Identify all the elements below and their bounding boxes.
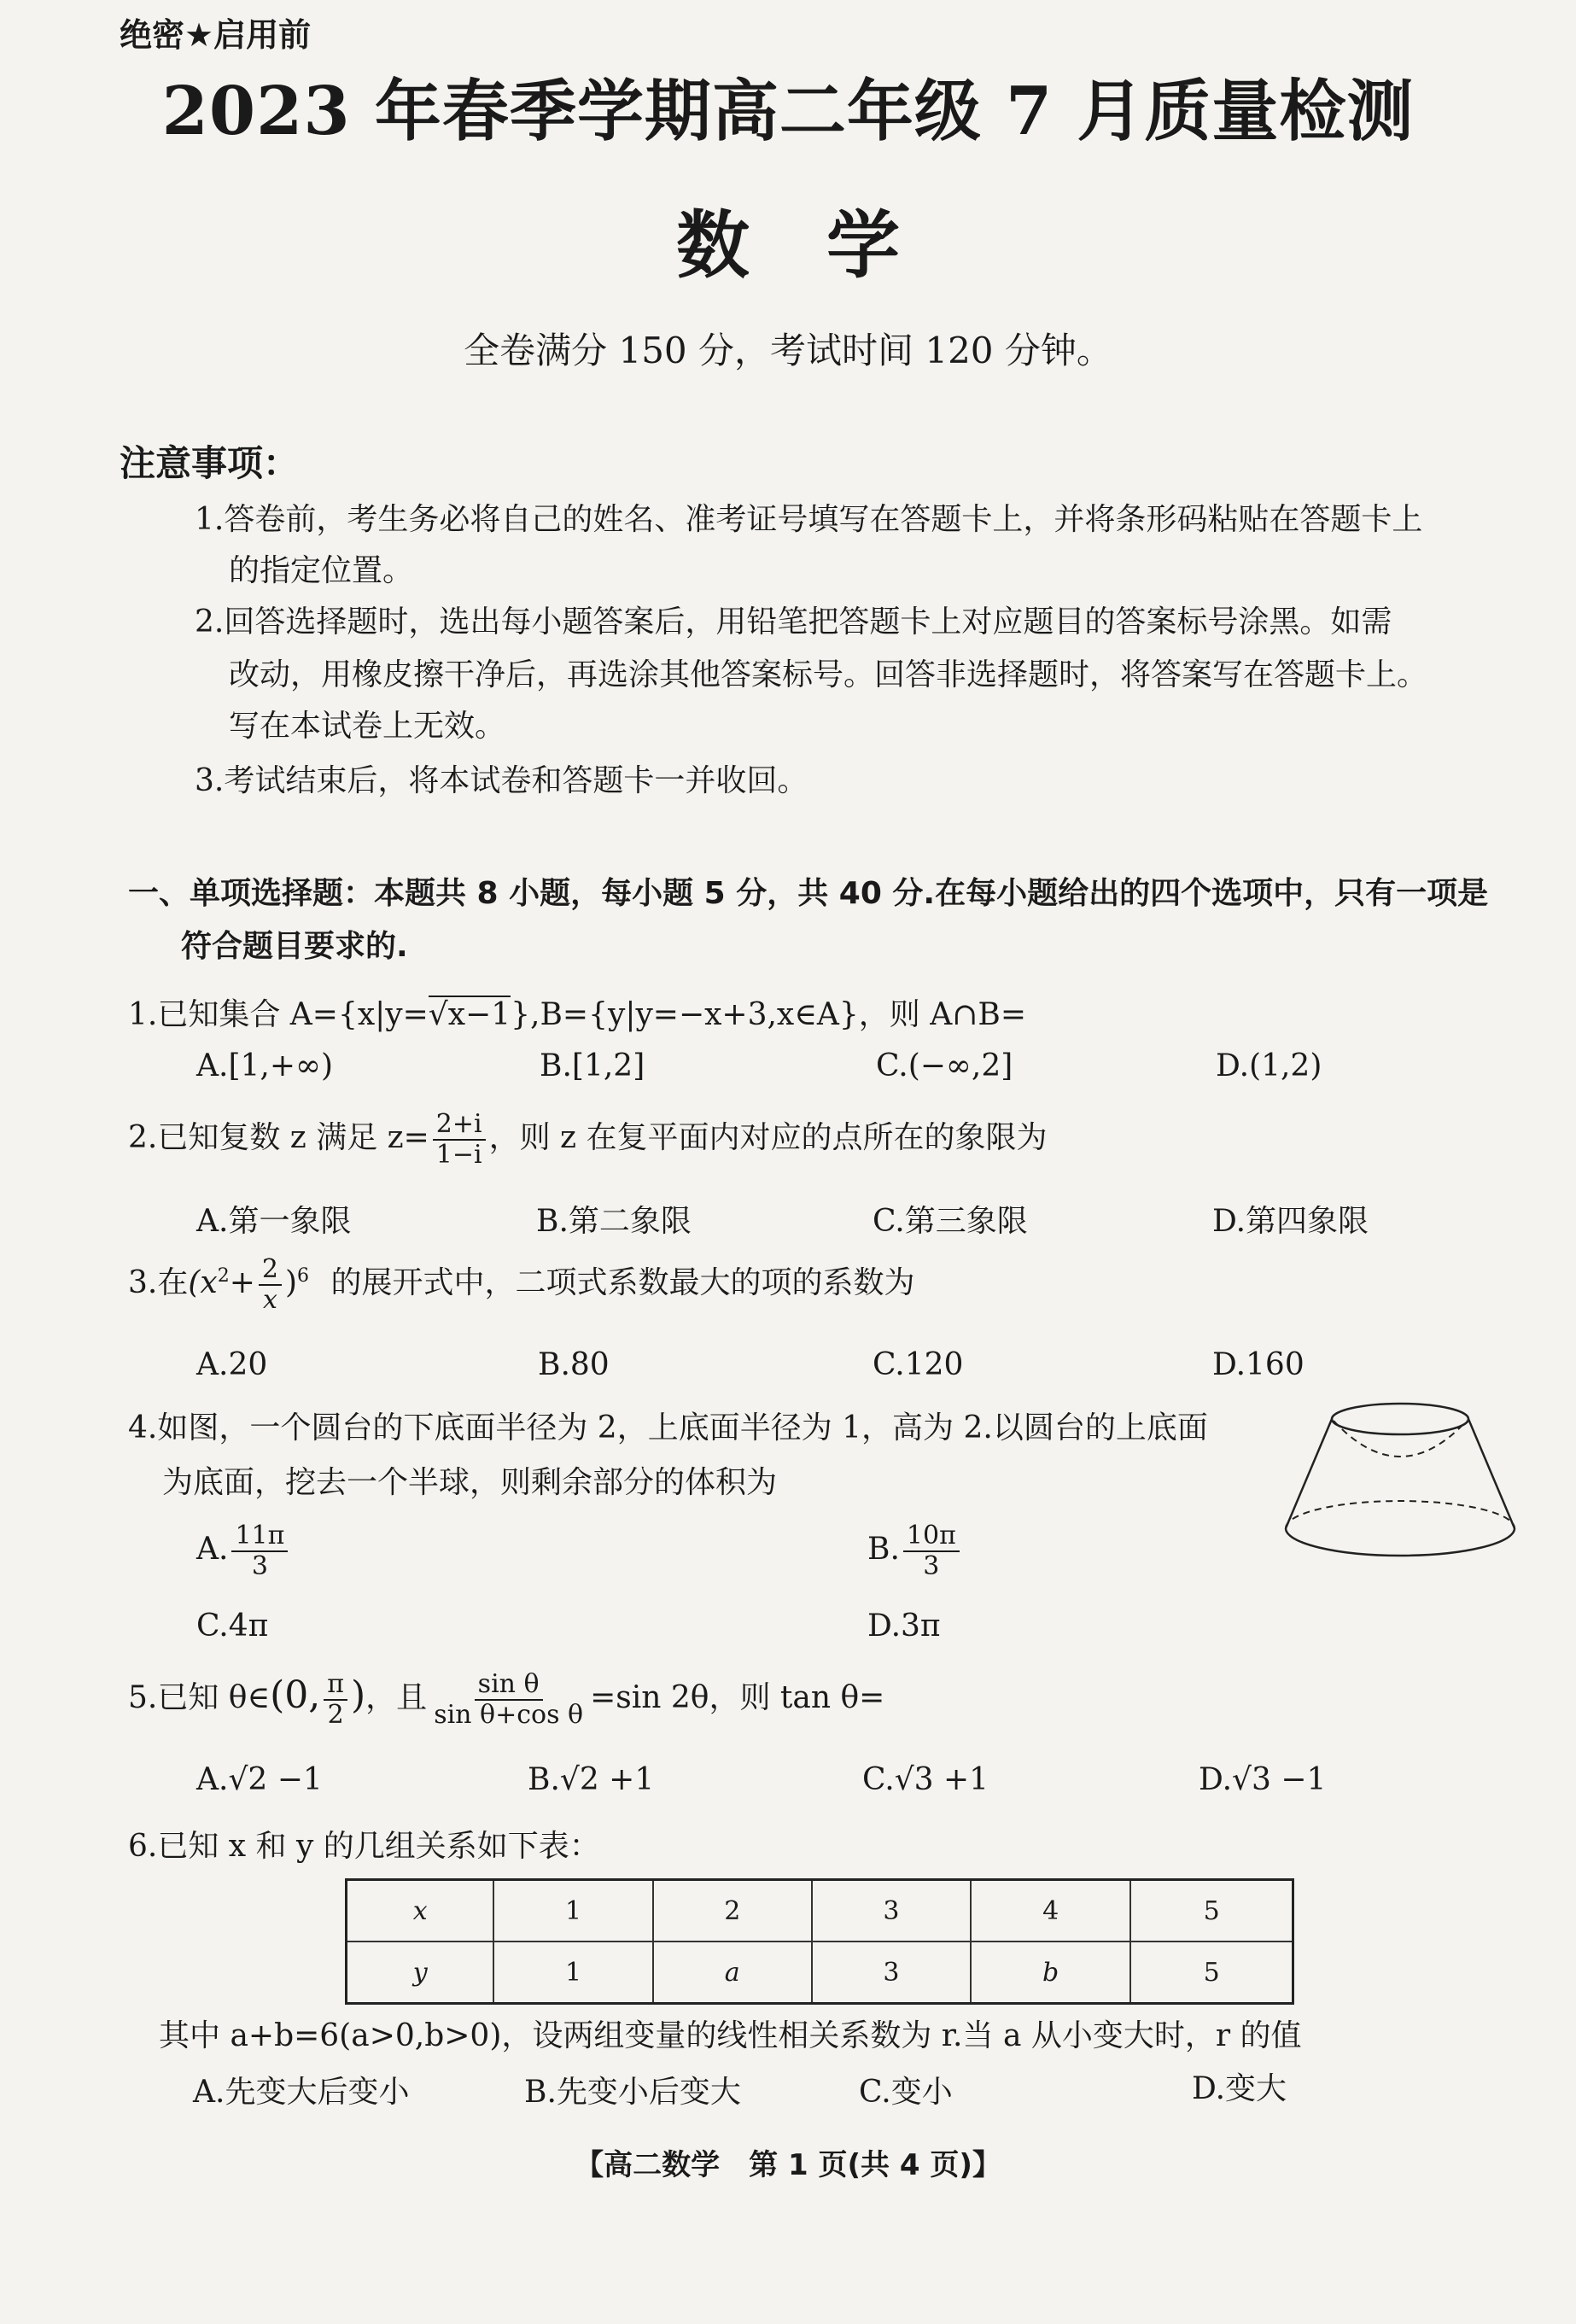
question-2: 2.已知复数 z 满足 z= $\frac{2+i}{1-i}$ ，则 z 在复平面内对应的点所在的象限为: [128, 1109, 1048, 1170]
option-c: C.4π: [196, 1609, 269, 1644]
full-score-line: 全卷满分 150 分，考试时间 120 分钟。: [464, 330, 1112, 371]
note-line: 2.回答选择题时，选出每小题答案后，用铅笔把答题卡上对应题目的答案标号涂黑。如需: [195, 604, 1392, 639]
option-a: A.第一象限: [196, 1204, 352, 1239]
note-line: 写在本试卷上无效。: [229, 709, 506, 744]
option-c: C.√3 +1: [862, 1762, 989, 1797]
option-c: C.(−∞,2]: [876, 1048, 1013, 1083]
table-cell: 2: [653, 1880, 812, 1942]
table-cell: 3: [812, 1942, 971, 2004]
table-cell: 4: [971, 1880, 1130, 1942]
exam-title: 2023 年春季学期高二年级 7 月质量检测: [161, 73, 1415, 150]
option-d: D.√3 −1: [1199, 1762, 1327, 1797]
fraction: $\frac{\pi}{2}$: [324, 1670, 347, 1730]
table-cell: 1: [493, 1942, 652, 2004]
question-6: 6.已知 x 和 y 的几组关系如下表：: [128, 1829, 600, 1864]
option-d: D.第四象限: [1212, 1204, 1369, 1239]
note-line: 的指定位置。: [229, 553, 414, 588]
option-c: C.变小: [859, 2075, 953, 2110]
option-b: B.先变小后变大: [524, 2075, 741, 2110]
table-cell: x: [347, 1880, 494, 1942]
fraction: $\frac{10\pi}{3}$: [903, 1521, 960, 1581]
fraction: $\frac{\text{sin θ}}{\text{sin θ+cos θ}}$: [434, 1669, 584, 1730]
fraction: $\frac{11\pi}{3}$: [231, 1521, 288, 1581]
question-1: 1.已知集合 A={x|y=√x−1},B={y|y=−x+3,x∈A}，则 A∩B=: [128, 997, 1027, 1032]
question-5: 5.已知 θ∈(0, $\frac{\pi}{2}$ )，且 $\frac{\text{sin θ}}{\text{sin θ+cos θ}}$ =sin 2θ，则 tan θ=: [128, 1669, 885, 1730]
option-d: D.(1,2): [1216, 1048, 1322, 1083]
option-b: B.80: [538, 1347, 610, 1382]
note-line: 1.答卷前，考生务必将自己的姓名、准考证号填写在答题卡上，并将条形码粘贴在答题卡上: [195, 502, 1423, 537]
table-cell: y: [347, 1942, 494, 2004]
table-cell: 5: [1130, 1942, 1293, 2004]
table-cell: a: [653, 1942, 812, 2004]
question-4-cont: 为底面，挖去一个半球，则剩余部分的体积为: [162, 1465, 778, 1500]
note-line: 3.考试结束后，将本试卷和答题卡一并收回。: [195, 763, 808, 798]
option-c: C.120: [873, 1347, 964, 1382]
question-6-cont: 其中 a+b=6(a>0,b>0)，设两组变量的线性相关系数为 r.当 a 从小变大时，r 的值: [159, 2018, 1302, 2053]
secret-label: 绝密★启用前: [120, 16, 312, 54]
option-b: B.[1,2]: [540, 1048, 645, 1083]
option-a: A.20: [196, 1347, 268, 1382]
section-heading-cont: 符合题目要求的.: [181, 929, 408, 964]
option-a: A. $\frac{11\pi}{3}$: [196, 1521, 291, 1581]
section-heading: 一、单项选择题：本题共 8 小题，每小题 5 分，共 40 分.在每小题给出的四个选项中，只有一项是: [128, 876, 1489, 911]
data-table: [345, 1878, 1294, 2005]
option-b: B. $\frac{10\pi}{3}$: [867, 1521, 963, 1581]
option-a: A.[1,+∞): [196, 1048, 334, 1083]
note-line: 改动，用橡皮擦干净后，再选涂其他答案标号。回答非选择题时，将答案写在答题卡上。: [229, 657, 1428, 692]
table-cell: 5: [1130, 1880, 1293, 1942]
fraction: $\frac{2+i}{1-i}$: [433, 1110, 486, 1170]
fraction: $\frac{2}{x}$: [259, 1255, 282, 1315]
table-row: [347, 1942, 1293, 2004]
table-cell: 1: [493, 1880, 652, 1942]
option-d: D.160: [1212, 1347, 1305, 1382]
option-d: D.变大: [1192, 2071, 1287, 2106]
option-b: B.第二象限: [536, 1204, 692, 1239]
table-cell: 3: [812, 1880, 971, 1942]
option-b: B.√2 +1: [528, 1762, 655, 1797]
subject-title: 数学: [676, 202, 977, 289]
table-cell: b: [971, 1942, 1130, 2004]
option-a: A.√2 −1: [196, 1762, 323, 1797]
option-c: C.第三象限: [873, 1204, 1028, 1239]
question-4: 4.如图，一个圆台的下底面半径为 2，上底面半径为 1，高为 2.以圆台的上底面: [128, 1410, 1208, 1445]
question-3: 3.在($x^2+$ $\frac{2}{x}$ )$^6$ 的展开式中，二项式系数最大的项的系数为: [128, 1254, 915, 1315]
notes-heading: 注意事项：: [120, 442, 300, 484]
option-a: A.先变大后变小: [193, 2075, 410, 2110]
option-d: D.3π: [867, 1609, 941, 1644]
page-footer: 【高二数学 第 1 页(共 4 页)】: [575, 2148, 1001, 2182]
table-row: [347, 1880, 1293, 1942]
frustum-figure: [1272, 1400, 1528, 1568]
